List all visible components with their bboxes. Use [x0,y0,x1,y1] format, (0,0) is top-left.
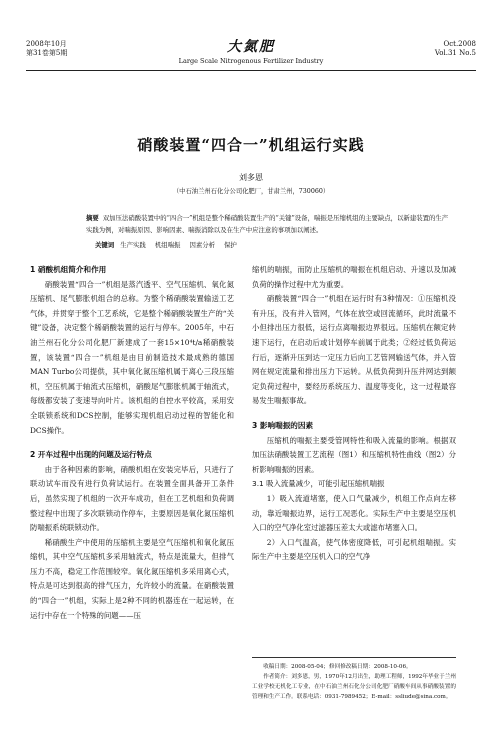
section-2-heading: 2 开车过程中出现的问题及运行特点 [30,450,152,460]
continued-paragraph: 缩机的喘振，而防止压缩机的喘振在机组启动、升速以及加减负荷的操作过程中尤为重要。 [252,265,456,289]
keyword: 因素分析 [189,241,215,249]
journal-logo: 大氮肥 [227,39,275,55]
section-3-paragraph: 压缩机的喘振主要受管网特性和吸入流量的影响。根据双加压法硝酸装置工艺流程（图1）和压缩机特性曲线（图2）分析影响喘振的因素。 [252,435,456,474]
header-volume-cn: 第31卷第5期 [26,49,68,57]
keywords [95,240,244,249]
section-3-1-paragraph-1: 1）吸入流道堵塞，使入口气量减少，机组工作点向左移动，靠近喘振边界，运行工况恶化。实际生产中主要是空压机入口的空气净化室过滤器压差太大或滤布堵塞入口。 [252,493,456,533]
keyword: 机组喘振 [154,241,181,249]
header-issue-en [435,40,476,58]
author-affiliation: （中石油兰州石化分公司化肥厂，甘肃兰州，730060） [172,188,330,195]
section-2-paragraph-2: 稀硝酸生产中使用的压缩机主要是空气压缩机和氧化氮压缩机，其中空气压缩机多采用轴流式，特点是流量大，但排气压力不高，稳定工作范围较窄。氧化氮压缩机多采用离心式，特点是可达到很高的排气压力，允许较小的流量。在硝酸装置的“四合一”机组，实际上是2种不同的机器连在一起运转，在运行中存在一个特殊的问题——压 [30,537,234,620]
keyword: 保护 [224,241,237,249]
section-3-heading: 3 影响喘振的因素 [252,420,314,430]
header-date-en: Oct.2008 [443,40,476,48]
keywords-label: 关键词 [95,241,115,249]
keyword: 生产实践 [120,241,146,249]
section-3-1-heading: 3.1 吸入流量减少，可能引起压缩机喘振 [252,479,385,489]
header-rule [26,70,476,71]
right-column [252,263,456,565]
header-date-cn: 2008年10月 [26,40,67,48]
section-1-heading: 1 硝酸机组简介和作用 [30,265,107,274]
footnote [252,657,456,702]
footnote-received: 收稿日期：2008-05-04；修回修改稿日期：2008-10-06。 [263,664,412,670]
running-header [26,40,476,70]
footnote-author-bio: 作者简介：刘多恩，男，1970年12月出生，助理工程师，1992年毕业于兰州工业学校无机化工专业，在中石油兰州石化分公司化肥厂硝酸车间从事硝酸装置的管理和生产工作。联系电话：0931-7989452；E-mail：ssliude@sina.com。 [252,674,456,700]
operating-states-paragraph: 硝酸装置“四合一”机组在运行时有3种情况：①压缩机没有升压，没有并入管网，气体在放空或回流循环，此时流量不小但排出压力很低，运行点离喘振边界很远。压缩机在额定转速下运行，在启动后或计划停车前属于此类；②经过低负荷运行后，逐渐升压到达一定压力后向工艺管网输送气体，并入管网在规定流量和排出压力下运转。从低负荷到升压并网达到额定负荷过程中，要经历系统压力、温度等变化，这一过程最容易发生喘振事故。 [252,294,456,406]
article-author: 刘多恩 [239,173,263,182]
journal-masthead [26,36,476,65]
header-volume-en: Vol.31 No.5 [434,49,476,57]
abstract-label: 摘要 [86,214,99,222]
abstract-text: 双加压法硝酸装置中的“四合一”机组是整个稀硝酸装置生产的“关键”设备，喘振是压缩机组的主要缺点，以新建装置的生产实践为例，对喘振原因、影响因素、喘振消除以及在生产中应注意的事项加以阐述。 [86,214,449,234]
section-1-paragraph: 硝酸装置“四合一”机组是蒸汽透平、空气压缩机、氧化氮压缩机、尾气膨胀机组合的总称。为整个稀硝酸装置输送工艺气体，并贯穿于整个工艺系统，它是整个稀硝酸装置生产的“关键”设备，决定整个稀硝酸装置的运行与停车。2005年，中石油兰州石化分公司化肥厂新建成了一套15×10⁴t/a稀硝酸装置，该装置“四合一”机组是由目前制造技术最成熟的德国MAN Turbo公司提供，其中氧化氮压缩机属于离心三段压缩机，空压机属于轴流式压缩机，硝酸尾气膨胀机属于轴流式，每级都安装了变速导向叶片。该机组的自控水平较高，采用安全联锁系统和DCS控制，能够实现机组启动过程的智能化和DCS操作。 [30,279,234,435]
journal-subtitle: Large Scale Nitrogenous Fertilizer Industry [178,57,324,65]
section-3-1-paragraph-2: 2）入口气温高，使气体密度降低，可引起机组喘振。实际生产中主要是空压机入口的空气净 [252,537,456,562]
abstract [86,212,452,236]
article-title: 硝酸装置“四合一”机组运行实践 [137,136,365,154]
section-2-paragraph-1: 由于各种因素的影响，硝酸机组在安装完毕后，只进行了联动试车而没有进行负荷试运行。在装置全面具备开工条件后，虽然实现了机组的一次开车成功，但在工艺机组和负荷调整过程中出现了多次联锁动作停车，主要原因是氧化氮压缩机防喘振系统联锁动作。 [30,464,234,533]
left-column [30,263,234,623]
